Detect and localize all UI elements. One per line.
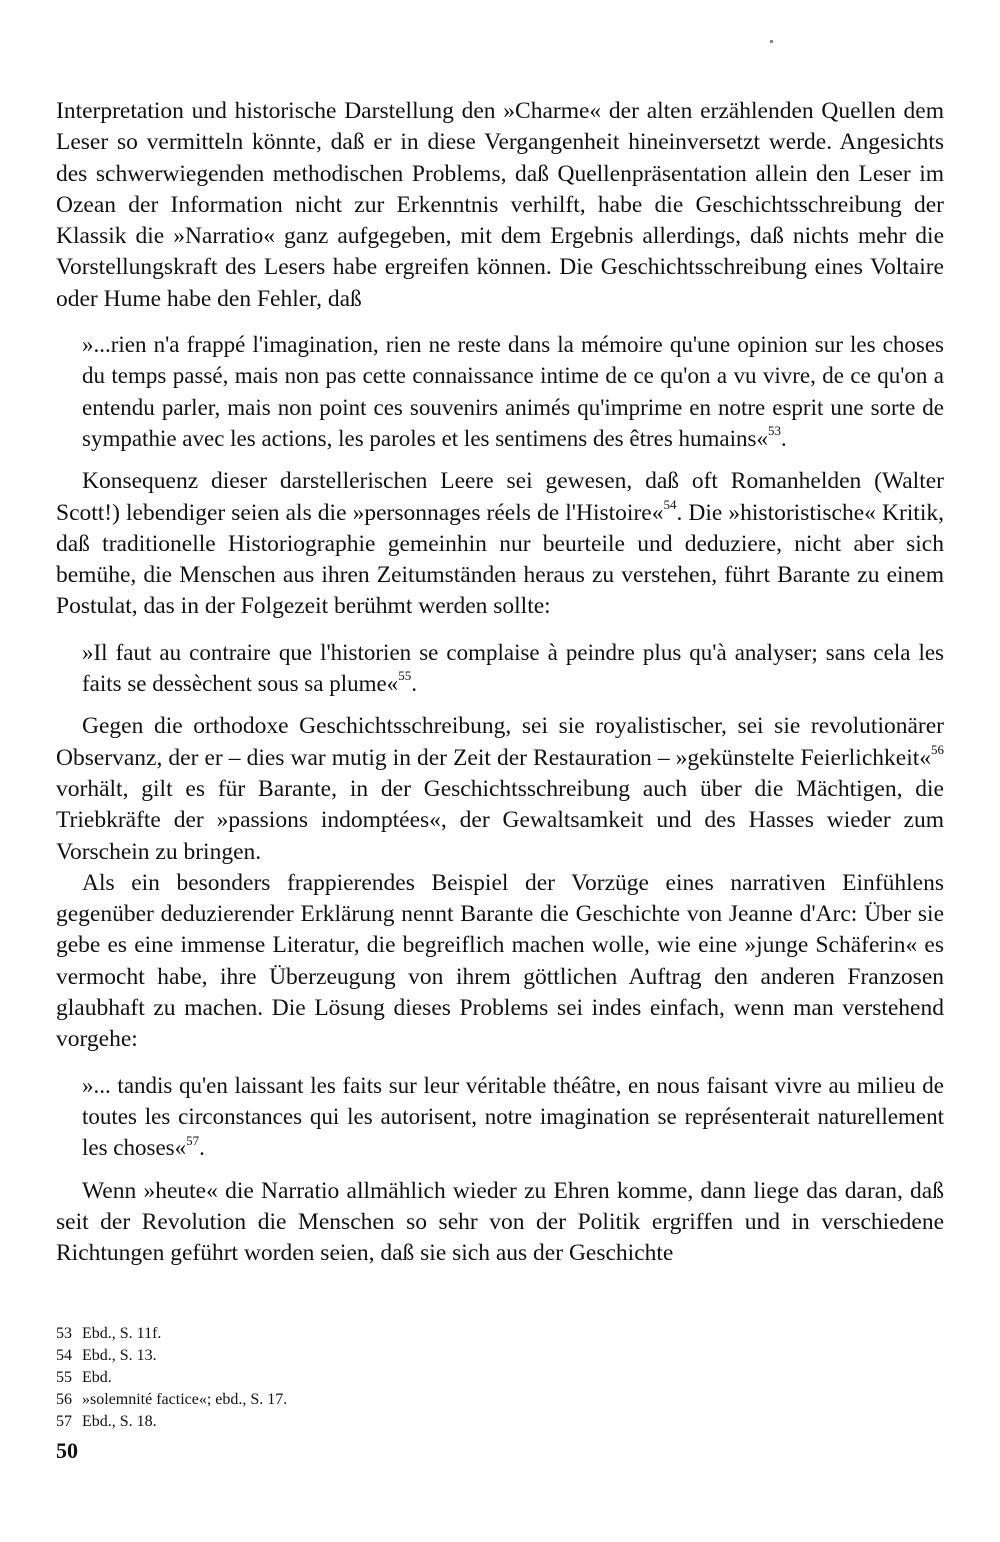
main-text bbox=[56, 96, 944, 1283]
paragraph-2-tail: . Die »historistische« Kritik, daß traditionelle Historiographie gemeinhin nur beurteile und deduziere, nicht aber sich bemühe, die Menschen aus ihren Zeitumständen heraus zu verstehen, führt Barante zu einem Postulat, das in der Folgezeit berühmt werden sollte: bbox=[56, 499, 944, 620]
footnote-ref-56[interactable]: 56 bbox=[931, 741, 944, 757]
footnote-54 bbox=[56, 1345, 944, 1367]
page-number: 50 bbox=[56, 1438, 78, 1463]
footnote-53 bbox=[56, 1323, 944, 1345]
quote-2 bbox=[82, 637, 944, 700]
footnote-55 bbox=[56, 1367, 944, 1389]
paragraph-5-text: Wenn »heute« die Narratio allmählich wieder zu Ehren komme, dann liege das daran, daß seit der Revolution die Menschen so sehr von der Politik ergriffen und in verschiedene Richtungen geführt worden seien, daß sie sich aus der Geschichte bbox=[56, 1177, 944, 1267]
footnote-number: 53 bbox=[56, 1325, 72, 1342]
paragraph-4 bbox=[56, 868, 944, 1056]
paragraph-5 bbox=[56, 1176, 944, 1270]
footnote-ref-54[interactable]: 54 bbox=[663, 496, 677, 512]
footnote-ref-55[interactable]: 55 bbox=[398, 668, 412, 684]
footnote-57 bbox=[56, 1411, 944, 1433]
footnote-ref-53[interactable]: 53 bbox=[767, 423, 781, 439]
quote-2-tail: . bbox=[411, 671, 417, 697]
footnote-text: Ebd., S. 11f. bbox=[82, 1325, 162, 1342]
footnote-ref-57[interactable]: 57 bbox=[186, 1132, 200, 1148]
paragraph-3 bbox=[56, 711, 944, 867]
footnote-text: Ebd. bbox=[82, 1369, 112, 1386]
footnote-text: Ebd., S. 18. bbox=[82, 1413, 157, 1430]
scan-speck bbox=[770, 40, 773, 43]
paragraph-1-text: Interpretation und historische Darstellung den »Charme« der alten erzählenden Quellen dem Leser so vermitteln könnte, daß er in diese Vergangenheit hineinversetzt werde. Angesichts des schwerwiegenden methodischen Problems, daß Quellenpräsentation allein den Leser im Ozean der Information nicht zur Erkenntnis verhilft, habe die Geschichtsschreibung der Klassik die »Narratio« ganz aufgegeben, mit dem Ergebnis allerdings, daß nichts mehr die Vorstellungskraft des Lesers habe ergreifen können. Die Geschichtsschreibung eines Voltaire oder Hume habe den Fehler, daß bbox=[56, 98, 944, 312]
quote-1-text: »...rien n'a frappé l'imagination, rien ne reste dans la mémoire qu'une opinion sur les choses du temps passé, mais non pas cette connaissance intime de ce qu'on a vu vivre, de ce qu'on a entendu parler, mais non point ces souvenirs animés qu'imprime en notre esprit une sorte de sympathie avec les actions, les paroles et les sentimens des êtres humains« bbox=[82, 332, 944, 451]
paragraph-3-tail: vorhält, gilt es für Barante, in der Geschichtsschreibung auch über die Mächtigen, die Triebkräfte der »passions indomptées«, der Gewaltsamkeit und des Hasses wieder zum Vorschein zu bringen. bbox=[56, 775, 944, 865]
footnote-text: »solemnité factice«; ebd., S. 17. bbox=[82, 1391, 288, 1408]
footnote-text: Ebd., S. 13. bbox=[82, 1347, 157, 1364]
quote-2-text: »Il faut au contraire que l'historien se complaise à peindre plus qu'à analyser; sans cela les faits se dessèchent sous sa plume« bbox=[82, 639, 944, 697]
paragraph-4-text: Als ein besonders frappierendes Beispiel der Vorzüge eines narrativen Einfühlens gegenüber deduzierender Erklärung nennt Barante die Geschichte von Jeanne d'Arc: Über sie gebe es eine immense Literatur, die begreiflich machen wolle, wie eine »junge Schäferin« es vermocht habe, ihre Überzeugung von ihrem göttlichen Auftrag den anderen Franzosen glaubhaft zu machen. Die Lösung dieses Problems sei indes einfach, wenn man verstehend vorgehe: bbox=[56, 869, 944, 1053]
paragraph-2-text: Konsequenz dieser darstellerischen Leere sei gewesen, daß oft Romanhelden (Walter Scott!) lebendiger seien als die »personnages réels de l'Histoire« bbox=[56, 468, 944, 526]
footnote-56 bbox=[56, 1389, 944, 1411]
footnotes bbox=[56, 1323, 944, 1433]
footnote-number: 56 bbox=[56, 1391, 72, 1408]
footnote-number: 57 bbox=[56, 1413, 72, 1430]
quote-3 bbox=[82, 1070, 944, 1164]
quote-1 bbox=[82, 329, 944, 454]
footnote-number: 54 bbox=[56, 1347, 72, 1364]
quote-3-tail: . bbox=[199, 1135, 205, 1161]
quote-1-tail: . bbox=[780, 425, 787, 451]
paragraph-1 bbox=[56, 96, 944, 315]
paragraph-3-text: Gegen die orthodoxe Geschichtsschreibung, sei sie royalistischer, sei sie revolutionärer Observanz, der er – dies war mutig in der Zeit der Restauration – »gekünstelte Feierlichkeit« bbox=[56, 713, 944, 771]
paragraph-2 bbox=[56, 466, 944, 622]
quote-3-text: »... tandis qu'en laissant les faits sur leur véritable théâtre, en nous faisant vivre au milieu de toutes les circonstances qui les autorisent, notre imagination se représenterait naturellement les choses« bbox=[82, 1072, 944, 1161]
footnote-number: 55 bbox=[56, 1369, 72, 1386]
